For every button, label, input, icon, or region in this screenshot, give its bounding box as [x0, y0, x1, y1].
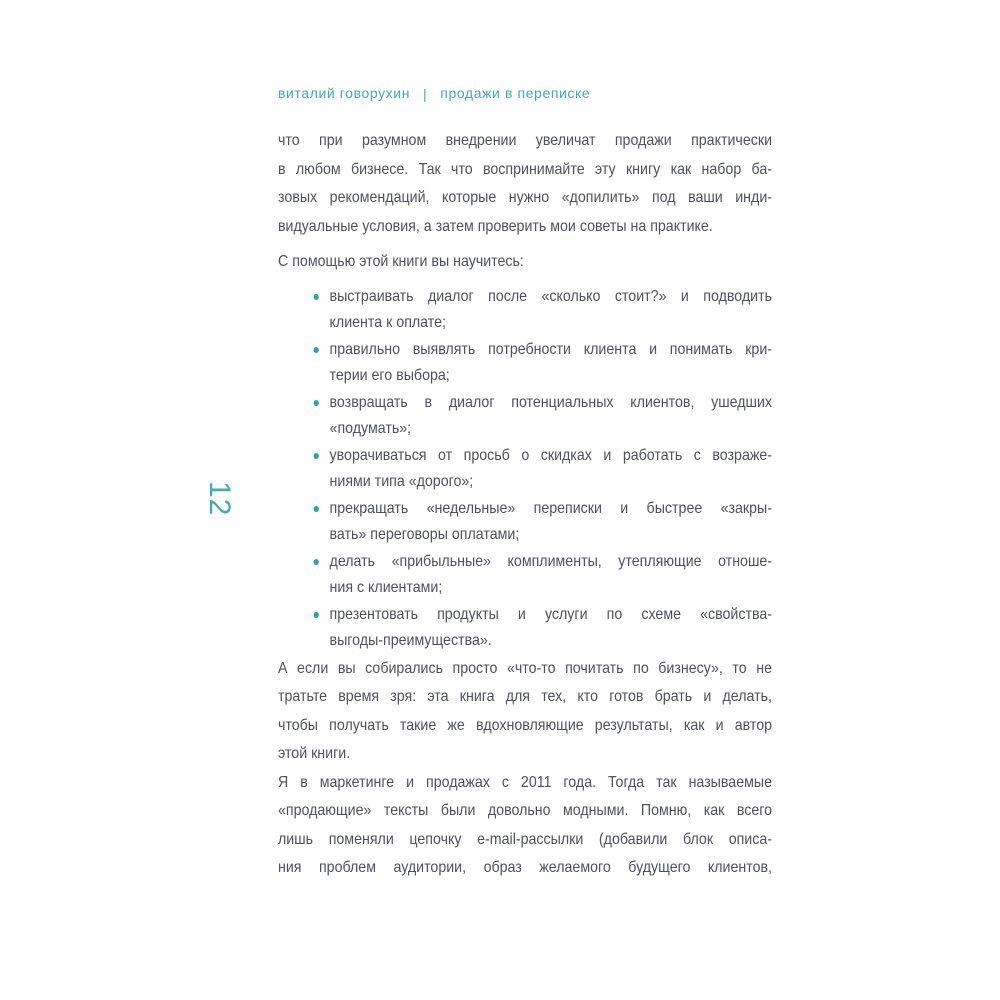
text-line: уворачиваться от просьб о скидках и работать с возраже-	[329, 446, 773, 464]
text-line: клиента к оплате;	[329, 314, 446, 331]
running-header	[278, 85, 590, 101]
text-line: в любом бизнесе. Так что воспринимайте эту книгу как набор ба-	[278, 160, 773, 178]
text-line: прекращать «недельные» переписки и быстрее «закры-	[329, 499, 773, 517]
text-line: лишь поменяли цепочку e-mail-рассылки (добавили блок описа-	[278, 830, 773, 848]
list-item	[278, 284, 772, 337]
list-item-text	[330, 390, 772, 443]
list-item	[278, 443, 772, 496]
text-line: что при разумном внедрении увеличат продажи практически	[278, 132, 773, 149]
text-line: С помощью этой книги вы научитесь:	[278, 253, 524, 270]
text-line: А если вы собирались просто «что-то почитать по бизнесу», то не	[278, 659, 773, 677]
text-line: делать «прибыльные» комплименты, утепляющие отноше-	[329, 552, 773, 570]
text-line: «подумать»;	[329, 420, 412, 437]
list-item-text	[330, 284, 772, 337]
header-author: виталий говорухин	[278, 85, 411, 101]
text-line: этой книги.	[278, 745, 351, 762]
list-item	[278, 390, 772, 443]
bullet-icon	[314, 453, 319, 459]
page-number: 12	[203, 481, 236, 517]
text-line: тратьте время зря: эта книга для тех, кто готов брать и делать,	[278, 688, 773, 705]
list-item-text	[330, 443, 772, 496]
text-line: презентовать продукты и услуги по схеме «свойства-	[329, 605, 773, 623]
text-line: ниями типа «дорого»;	[329, 473, 474, 490]
text-line: правильно выявлять потребности клиента и понимать кри-	[329, 340, 773, 358]
bullet-icon	[314, 400, 319, 406]
text-line: терии его выбора;	[329, 367, 450, 384]
bullet-icon	[314, 506, 319, 512]
header-separator: |	[423, 86, 428, 102]
bullet-icon	[314, 347, 319, 353]
text-line: ния проблем аудитории, образ желаемого будущего клиентов,	[278, 859, 773, 876]
list-intro	[278, 248, 772, 277]
list-item-text	[330, 549, 772, 602]
header-book-title: продажи в переписке	[440, 85, 591, 101]
text-line: ния с клиентами;	[329, 579, 443, 596]
bullet-icon	[314, 294, 319, 300]
paragraph-3	[278, 769, 772, 883]
list-item-text	[330, 602, 772, 655]
text-line: видуальные условия, а затем проверить мои советы на практике.	[278, 217, 713, 235]
list-item	[278, 549, 772, 602]
list-item	[278, 496, 772, 549]
bullet-icon	[314, 559, 319, 565]
list-item	[278, 602, 772, 655]
paragraph-1	[278, 127, 772, 241]
text-line: «продающие» тексты были довольно модными. Помню, как всего	[278, 802, 773, 819]
list-item-text	[330, 337, 772, 390]
text-line: выгоды-преимущества».	[329, 632, 492, 649]
text-line: выстраивать диалог после «сколько стоит?» и подводить	[329, 287, 773, 305]
text-line: чтобы получать такие же вдохновляющие результаты, как и автор	[278, 716, 773, 734]
text-line: возвращать в диалог потенциальных клиентов, ушедших	[329, 393, 773, 411]
text-line: зовых рекомендаций, которые нужно «допилить» под ваши инди-	[278, 189, 773, 206]
list-item	[278, 337, 772, 390]
text-line: Я в маркетинге и продажах с 2011 года. Тогда так называемые	[278, 773, 773, 791]
bullet-list	[278, 284, 772, 655]
paragraph-2	[278, 655, 772, 769]
text-line: вать» переговоры оплатами;	[329, 526, 520, 543]
text-column	[278, 127, 772, 883]
list-item-text	[330, 496, 772, 549]
bullet-icon	[314, 612, 319, 618]
